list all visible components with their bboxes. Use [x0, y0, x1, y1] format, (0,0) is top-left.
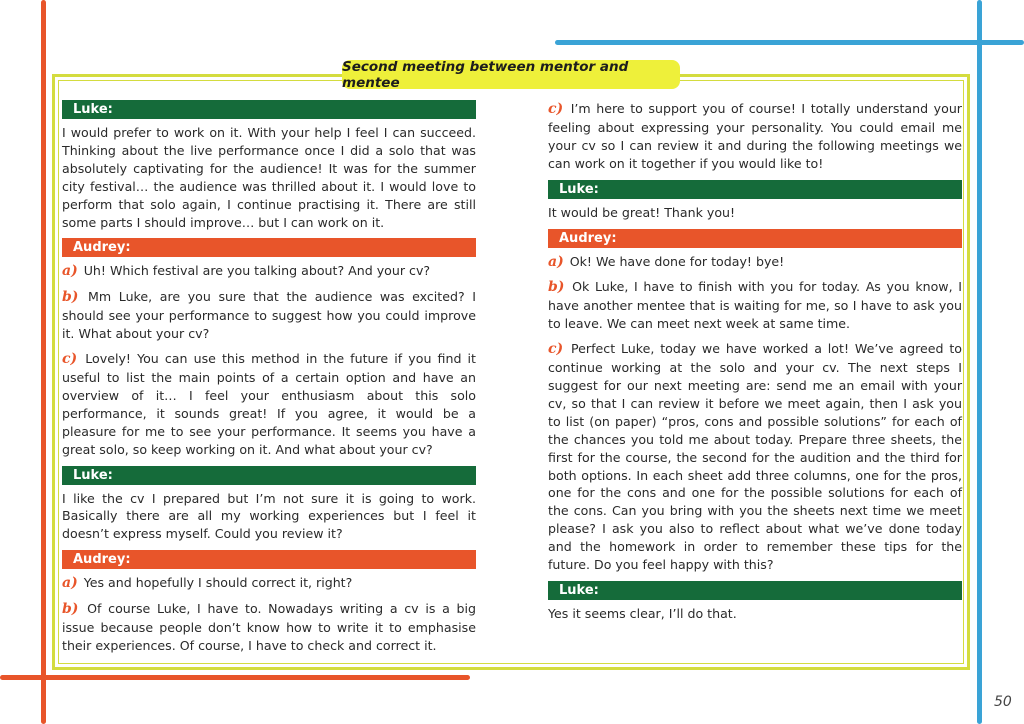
paragraph-text: I’m here to support you of course! I totally understand your feeling about expressing your personality. You could email me your cv so I can review it and during the following meetings we can work on it together if you would like to! [548, 101, 962, 171]
paragraph-text: Lovely! You can use this method in the future if you find it useful to list the main points of a certain option and have an overview of it… I feel your enthusiasm about this solo performance, it sounds great! If you agree, it would be a pleasure for me to see your performance. It seems you have a great solo, so keep working on it. And what about your cv? [62, 351, 476, 457]
dialogue-option [62, 262, 476, 281]
paragraph-text: It would be great! Thank you! [548, 204, 736, 220]
paragraph-text: Yes it seems clear, I’ll do that. [548, 605, 737, 621]
left-column [62, 100, 476, 662]
paragraph-text: I like the cv I prepared but I’m not sure it is going to work. Basically there are all my working experiences but I feel it doesn’t express myself. Could you review it? [62, 490, 476, 542]
option-letter: a) [62, 575, 78, 592]
dialogue-option [548, 340, 962, 574]
paragraph-text: Yes and hopefully I should correct it, right? [83, 575, 353, 591]
dialogue-option [62, 288, 476, 343]
option-letter: b) [62, 289, 79, 306]
option-letter: a) [548, 253, 564, 270]
dialogue-text [62, 490, 476, 544]
speaker-label: Audrey: [548, 229, 962, 248]
paragraph-text: Of course Luke, I have to. Nowadays writing a cv is a big issue because people don’t know how to write it to emphasise their experiences. Of course, I have to check and correct it. [62, 601, 476, 653]
decorative-orange-horizontal-line [0, 675, 470, 680]
dialogue-text [548, 204, 962, 222]
decorative-blue-horizontal-line [555, 40, 1024, 45]
dialogue-text [548, 605, 962, 623]
option-letter: b) [548, 279, 565, 296]
dialogue-option [62, 600, 476, 655]
option-letter: c) [62, 351, 78, 368]
paragraph-text: I would prefer to work on it. With your help I feel I can succeed. Thinking about the live performance once I did a solo that was absolutely captivating for the audience! It was for the summer city festival… the audience was thrilled about it. I would love to perform that solo again, I continue practising it. There are still some parts I should improve… but I can work on it. [62, 125, 476, 230]
option-letter: c) [548, 101, 564, 117]
dialogue-option [548, 100, 962, 173]
option-letter: b) [62, 601, 79, 618]
speaker-label: Audrey: [62, 238, 476, 257]
page-number: 50 [994, 694, 1012, 710]
dialogue-option [548, 278, 962, 333]
paragraph-text: Perfect Luke, today we have worked a lot! We’ve agreed to continue working at the solo and your cv. The next steps I suggest for our next meeting are: send me an email with your cv, so that I can review it before we meet again, then I ask you to list (on paper) “pros, cons and possible solutions” for each of the chances you told me about today. Prepare three sheets, the first for the course, the second for the audition and the third for both options. In each sheet add three columns, one for the pros, one for the cons and one for the possible solutions for each of the cons. Can you bring with you the sheets next time we meet please? I ask you also to reflect about what we’ve done today and the homework in order to remember these tips for the future. Do you feel happy with this? [548, 341, 962, 573]
option-letter: a) [62, 263, 78, 280]
speaker-label: Luke: [62, 100, 476, 119]
decorative-orange-vertical-line [41, 0, 46, 724]
dialogue-option [548, 253, 962, 272]
paragraph-text: Uh! Which festival are you talking about? And your cv? [83, 263, 431, 279]
decorative-blue-vertical-line [977, 0, 982, 724]
paragraph-text: Ok! We have done for today! bye! [569, 253, 785, 269]
speaker-label: Luke: [62, 466, 476, 485]
option-letter: c) [548, 341, 564, 358]
dialogue-text [62, 124, 476, 231]
right-column [548, 100, 962, 630]
speaker-label: Luke: [548, 180, 962, 199]
paragraph-text: Ok Luke, I have to finish with you for today. As you know, I have another mentee that is waiting for me, so I have to ask you to leave. We can meet next week at same time. [548, 279, 962, 332]
speaker-label: Luke: [548, 581, 962, 600]
dialogue-option [62, 574, 476, 593]
paragraph-text: Mm Luke, are you sure that the audience was excited? I should see your performance to suggest how you could improve it. What about your cv? [62, 289, 476, 342]
page-title: Second meeting between mentor and mentee [342, 60, 680, 89]
speaker-label: Audrey: [62, 550, 476, 569]
dialogue-option [62, 350, 476, 458]
